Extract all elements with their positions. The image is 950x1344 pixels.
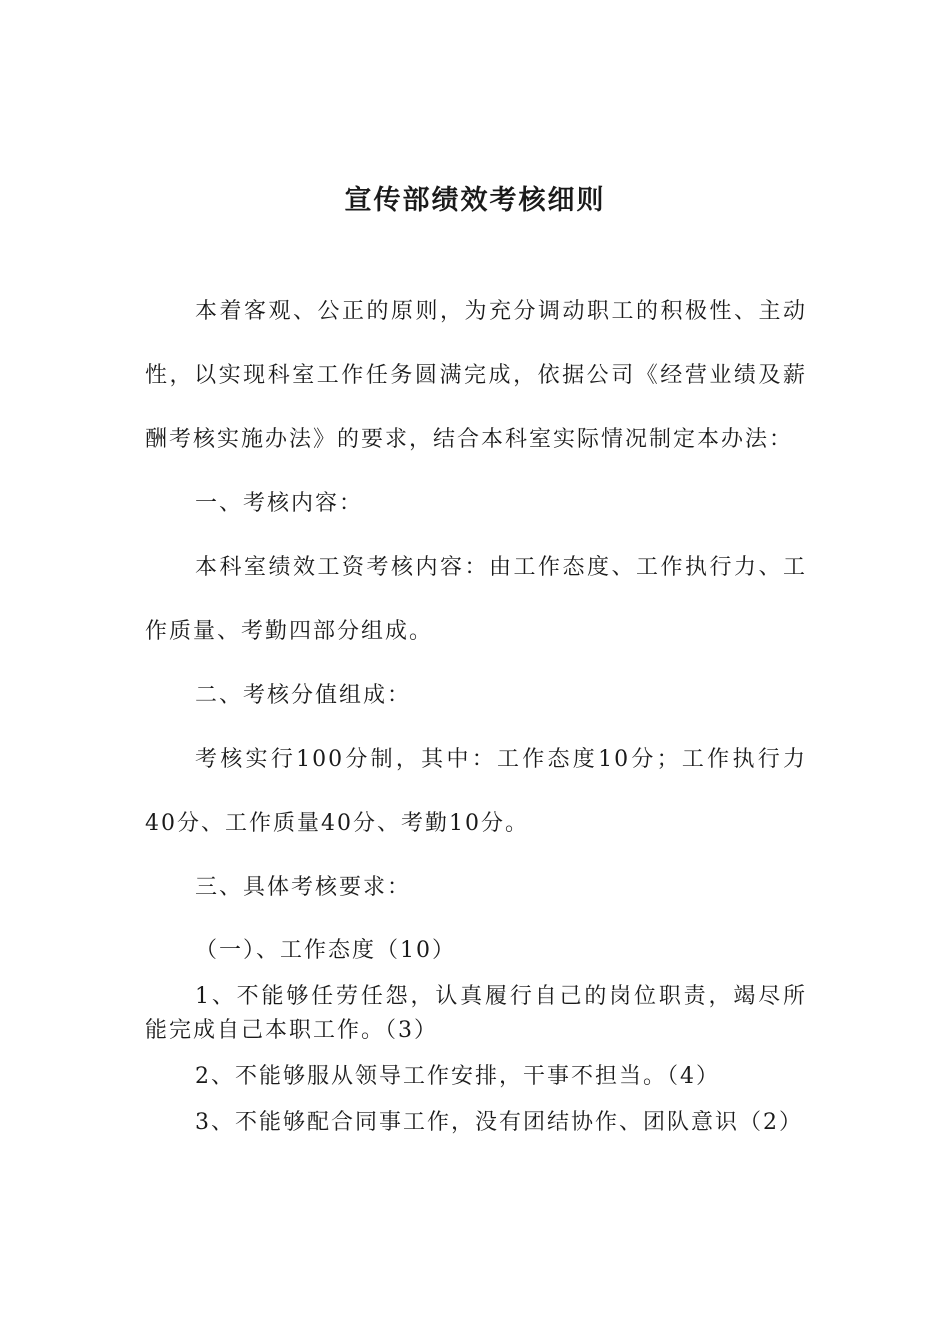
paragraph-score-composition: 考核实行100分制，其中：工作态度10分；工作执行力40分、工作质量40分、考勤10分。 <box>145 747 807 836</box>
paragraph-intro: 本着客观、公正的原则，为充分调动职工的积极性、主动性，以实现科室工作任务圆满完成，依据公司《经营业绩及薪酬考核实施办法》的要求，结合本科室实际情况制定本办法： <box>145 299 807 452</box>
heading-assessment-content: 一、考核内容： <box>195 491 364 516</box>
document-title: 宣传部绩效考核细则 <box>344 185 606 216</box>
list-item-2: 2、不能够服从领导工作安排，干事不担当。（4） <box>195 1064 720 1089</box>
list-item-3: 3、不能够配合同事工作，没有团结协作、团队意识（2） <box>195 1110 803 1135</box>
heading-requirements: 三、具体考核要求： <box>195 875 412 900</box>
paragraph-assessment-content: 本科室绩效工资考核内容：由工作态度、工作执行力、工作质量、考勤四部分组成。 <box>145 555 807 644</box>
document-body <box>145 280 807 1140</box>
heading-score-composition: 二、考核分值组成： <box>195 683 412 708</box>
subheading-work-attitude: （一）、工作态度（10） <box>195 938 456 963</box>
list-item-1: 1、不能够任劳任怨，认真履行自己的岗位职责，竭尽所能完成自己本职工作。（3） <box>145 984 807 1043</box>
